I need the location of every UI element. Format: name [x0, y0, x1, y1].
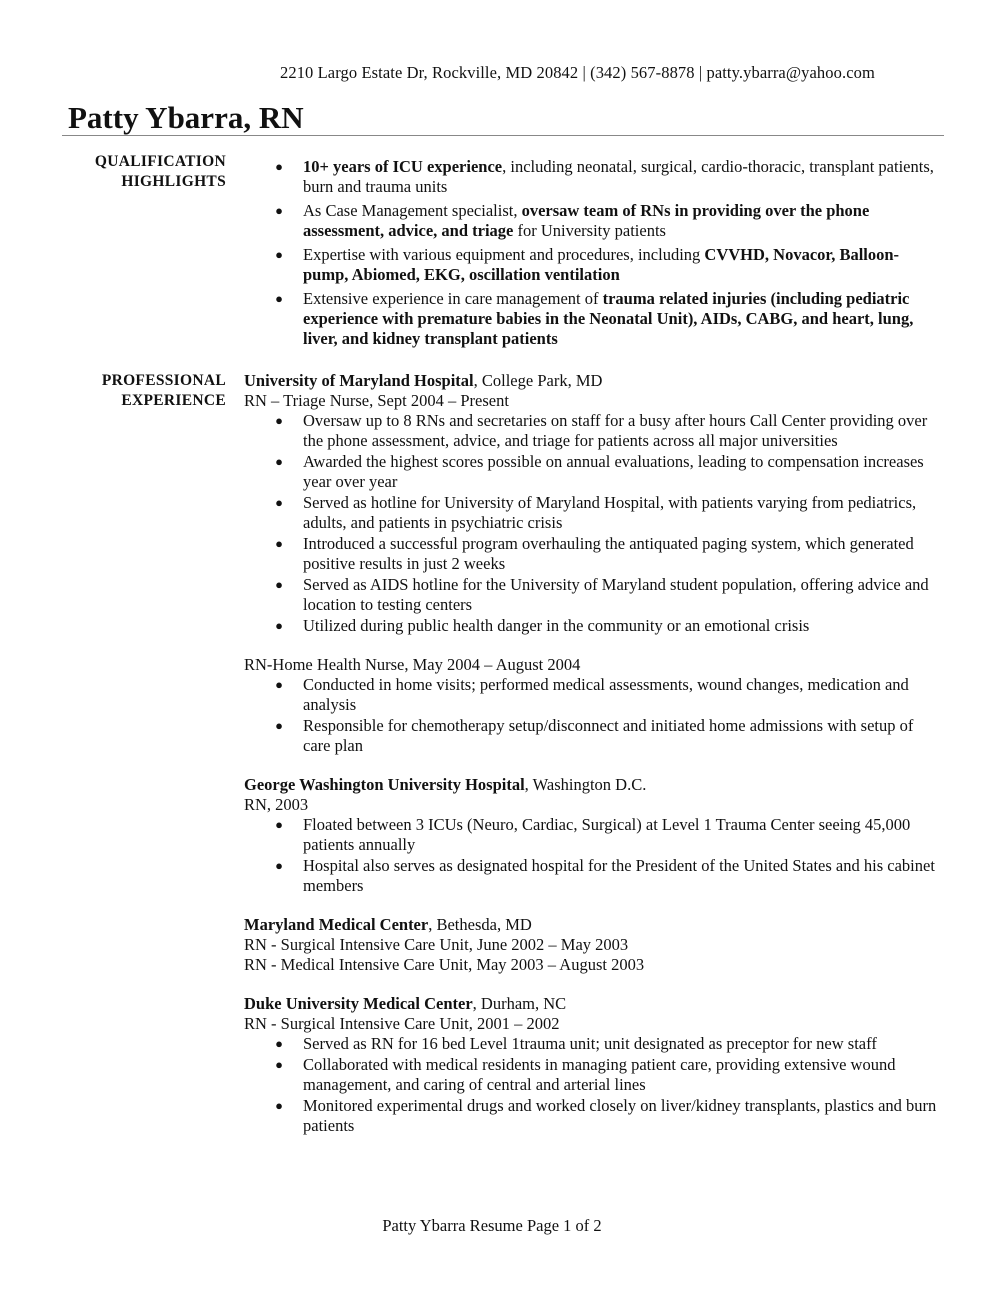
duty-text: Introduced a successful program overhauling the antiquated paging system, which generated positive results in just 2 weeks [303, 534, 914, 573]
qualification-text: for University patients [513, 221, 666, 240]
employer-name: Maryland Medical Center [244, 915, 429, 934]
qualification-item [244, 157, 944, 197]
duty-text: Floated between 3 ICUs (Neuro, Cardiac, Surgical) at Level 1 Trauma Center seeing 45,000 patients annually [303, 815, 911, 854]
duty-item [244, 716, 944, 756]
employer-location: , Durham, NC [472, 994, 567, 1013]
job-role: RN - Surgical Intensive Care Unit, June 2002 – May 2003 [244, 935, 629, 954]
duty-item [244, 493, 944, 533]
page-footer [0, 1216, 1000, 1236]
qualification-heading-line1: QUALIFICATION [94, 153, 226, 170]
bullet-dot: ● [275, 159, 283, 174]
experience-heading [40, 371, 226, 411]
duty-text: Oversaw up to 8 RNs and secretaries on staff for a busy after hours Call Center providing over the phone assessment, advice, and triage for patients across all major universities [303, 411, 928, 450]
employer-line [244, 371, 944, 391]
employer-name: George Washington University Hospital [244, 775, 525, 794]
experience-entry [244, 775, 944, 896]
qualification-item [244, 289, 944, 349]
duty-item [244, 1034, 944, 1054]
job-role: RN – Triage Nurse, Sept 2004 – Present [244, 391, 509, 410]
duty-text: Collaborated with medical residents in managing patient care, providing extensive wound management, and caring of central and arterial lines [303, 1055, 896, 1094]
duty-item [244, 1055, 944, 1095]
employer-line [244, 775, 944, 795]
duty-text: Served as hotline for University of Maryland Hospital, with patients varying from pediatrics, adults, and patients in psychiatric crisis [303, 493, 917, 532]
bullet-dot: ● [275, 1098, 283, 1113]
bullet-dot: ● [275, 247, 283, 262]
bullet-dot: ● [275, 618, 283, 633]
job-role: RN - Surgical Intensive Care Unit, 2001 – 2002 [244, 1014, 560, 1033]
duty-text: Served as AIDS hotline for the University of Maryland student population, offering advice and location to testing centers [303, 575, 929, 614]
qualification-list [244, 157, 944, 349]
experience-entry [244, 915, 944, 975]
qualification-text: Extensive experience in care management of [303, 289, 603, 308]
experience-heading-line1: PROFESSIONAL [101, 372, 226, 389]
bullet-dot: ● [275, 1057, 283, 1072]
experience-entry [244, 655, 944, 756]
duty-text: Utilized during public health danger in the community or an emotional crisis [303, 616, 810, 635]
header-divider [62, 135, 944, 136]
qualification-bold-text: 10+ years of ICU experience [303, 157, 503, 176]
duties-list [244, 815, 944, 896]
bullet-dot: ● [275, 291, 283, 306]
bullet-dot: ● [275, 495, 283, 510]
qualification-item [244, 245, 944, 285]
footer-text: Patty Ybarra Resume Page 1 of 2 [382, 1216, 602, 1235]
contact-line: 2210 Largo Estate Dr, Rockville, MD 20842 | (342) 567-8878 | patty.ybarra@yahoo.com [280, 63, 875, 82]
qualification-content [244, 157, 944, 353]
experience-entry [244, 371, 944, 636]
duty-text: Served as RN for 16 bed Level 1trauma unit; unit designated as preceptor for new staff [303, 1034, 877, 1053]
qualification-bold-text: trauma related injuries (including pediatric experience with premature babies in the Neonatal Unit), AIDs, CABG, and heart, lung, liver, and kidney transplant patients [303, 289, 914, 348]
duty-item [244, 452, 944, 492]
employer-name: University of Maryland Hospital [244, 371, 474, 390]
bullet-dot: ● [275, 817, 283, 832]
qualification-bold-text: oversaw team of RNs in providing over the phone assessment, advice, and triage [303, 201, 870, 240]
duty-text: Monitored experimental drugs and worked closely on liver/kidney transplants, plastics and burn patients [303, 1096, 937, 1135]
bullet-dot: ● [275, 454, 283, 469]
candidate-name: Patty Ybarra, RN [68, 100, 304, 135]
duty-item [244, 675, 944, 715]
qualification-heading [40, 152, 226, 192]
duty-item [244, 856, 944, 896]
duty-item [244, 575, 944, 615]
employer-line [244, 915, 944, 935]
duties-list [244, 1034, 944, 1136]
qualification-text: Expertise with various equipment and procedures, including [303, 245, 705, 264]
duty-text: Hospital also serves as designated hospital for the President of the United States and his cabinet members [303, 856, 935, 895]
bullet-dot: ● [275, 677, 283, 692]
duties-list [244, 411, 944, 636]
bullet-dot: ● [275, 577, 283, 592]
duty-text: Conducted in home visits; performed medical assessments, wound changes, medication and analysis [303, 675, 909, 714]
employer-line [244, 994, 944, 1014]
qualification-bold-text: CVVHD, Novacor, Balloon-pump, Abiomed, EKG, oscillation ventilation [303, 245, 900, 284]
employer-name: Duke University Medical Center [244, 994, 473, 1013]
job-role: RN - Medical Intensive Care Unit, May 2003 – August 2003 [244, 955, 645, 974]
employer-location: , Bethesda, MD [428, 915, 532, 934]
bullet-dot: ● [275, 413, 283, 428]
duty-item [244, 815, 944, 855]
duty-text: Responsible for chemotherapy setup/disconnect and initiated home admissions with setup of care plan [303, 716, 914, 755]
employer-location: , College Park, MD [473, 371, 603, 390]
experience-entry [244, 994, 944, 1136]
duty-item [244, 1096, 944, 1136]
bullet-dot: ● [275, 536, 283, 551]
duty-text: Awarded the highest scores possible on annual evaluations, leading to compensation increases year over year [303, 452, 924, 491]
bullet-dot: ● [275, 858, 283, 873]
bullet-dot: ● [275, 718, 283, 733]
bullet-dot: ● [275, 1036, 283, 1051]
duties-list [244, 675, 944, 756]
experience-heading-line2: EXPERIENCE [121, 392, 226, 409]
duty-item [244, 616, 944, 636]
duty-item [244, 534, 944, 574]
bullet-dot: ● [275, 203, 283, 218]
duty-item [244, 411, 944, 451]
job-role: RN-Home Health Nurse, May 2004 – August 2004 [244, 655, 581, 674]
job-role: RN, 2003 [244, 795, 309, 814]
experience-content [244, 371, 944, 1155]
qualification-heading-line2: HIGHLIGHTS [121, 173, 226, 190]
qualification-item [244, 201, 944, 241]
qualification-text: , including neonatal, surgical, cardio-thoracic, transplant patients, burn and trauma units [303, 157, 934, 196]
qualification-text: As Case Management specialist, [303, 201, 522, 220]
employer-location: , Washington D.C. [524, 775, 647, 794]
